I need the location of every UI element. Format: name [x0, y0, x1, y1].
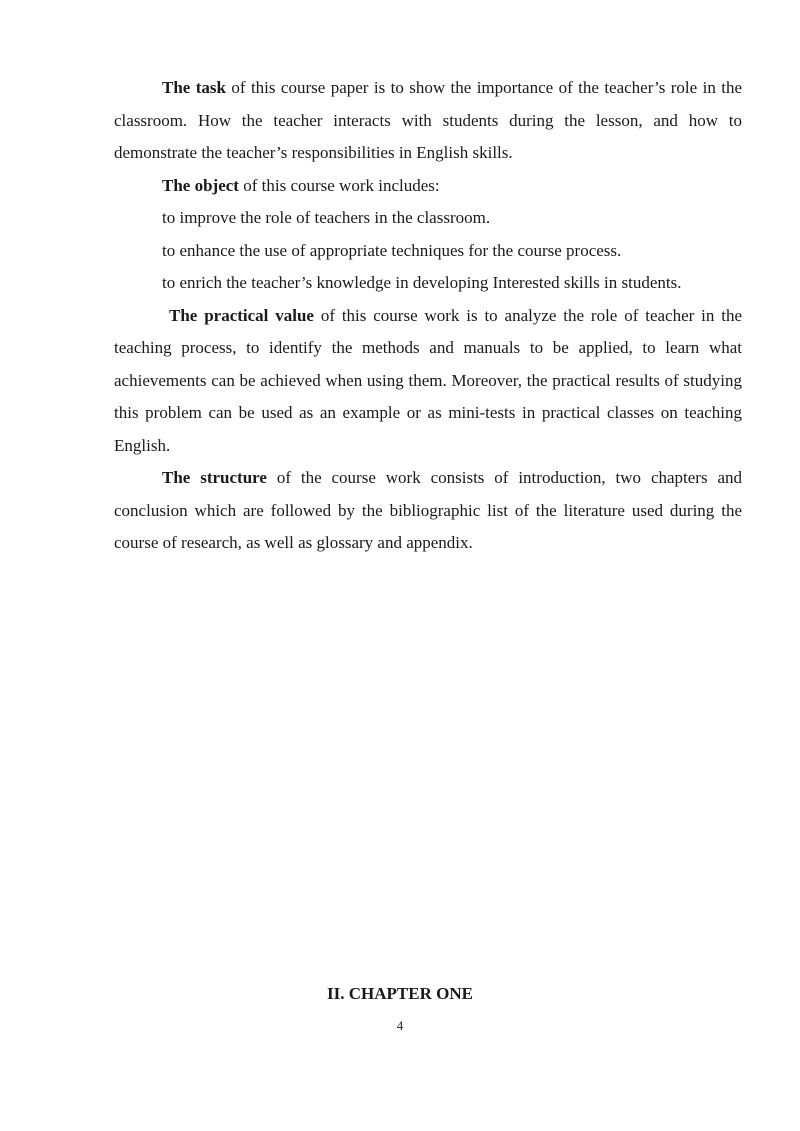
- object-text: of this course work includes:: [238, 175, 440, 195]
- structure-paragraph: [114, 462, 742, 560]
- chapter-heading: II. CHAPTER ONE: [327, 984, 473, 1003]
- object-paragraph: [114, 170, 742, 203]
- page-number: 4: [396, 1018, 404, 1033]
- object-item-3: to enrich the teacher’s knowledge in developing Interested skills in students.: [162, 273, 682, 292]
- task-paragraph: [114, 72, 742, 170]
- object-item-2: to enhance the use of appropriate techniques for the course process.: [162, 240, 622, 260]
- document-body: [114, 72, 742, 560]
- object-label: The object: [162, 175, 239, 195]
- task-label: The task: [162, 78, 226, 97]
- object-item-1: to improve the role of teachers in the classroom.: [162, 208, 491, 227]
- task-text: of this course paper is to show the importance of the teacher’s role in the classroom. How the teacher interacts with students during the lesson, and how to demonstrate the teacher’s responsibilities in English skills.: [114, 78, 742, 162]
- practical-value-paragraph: [114, 300, 742, 463]
- practical-value-label: The practical value: [169, 305, 314, 325]
- structure-label: The structure: [162, 468, 267, 487]
- practical-value-text: of this course work is to analyze the role of teacher in the teaching process, to identify the methods and manuals to be applied, to learn what achievements can be achieved when using them. Moreover, the practical results of studying this problem can be used as an example or as mini-tests in practical classes on teaching English.: [114, 305, 742, 455]
- structure-text: of the course work consists of introduction, two chapters and conclusion which are followed by the bibliographic list of the literature used during the course of research, as well as glossary and appendix.: [114, 468, 742, 552]
